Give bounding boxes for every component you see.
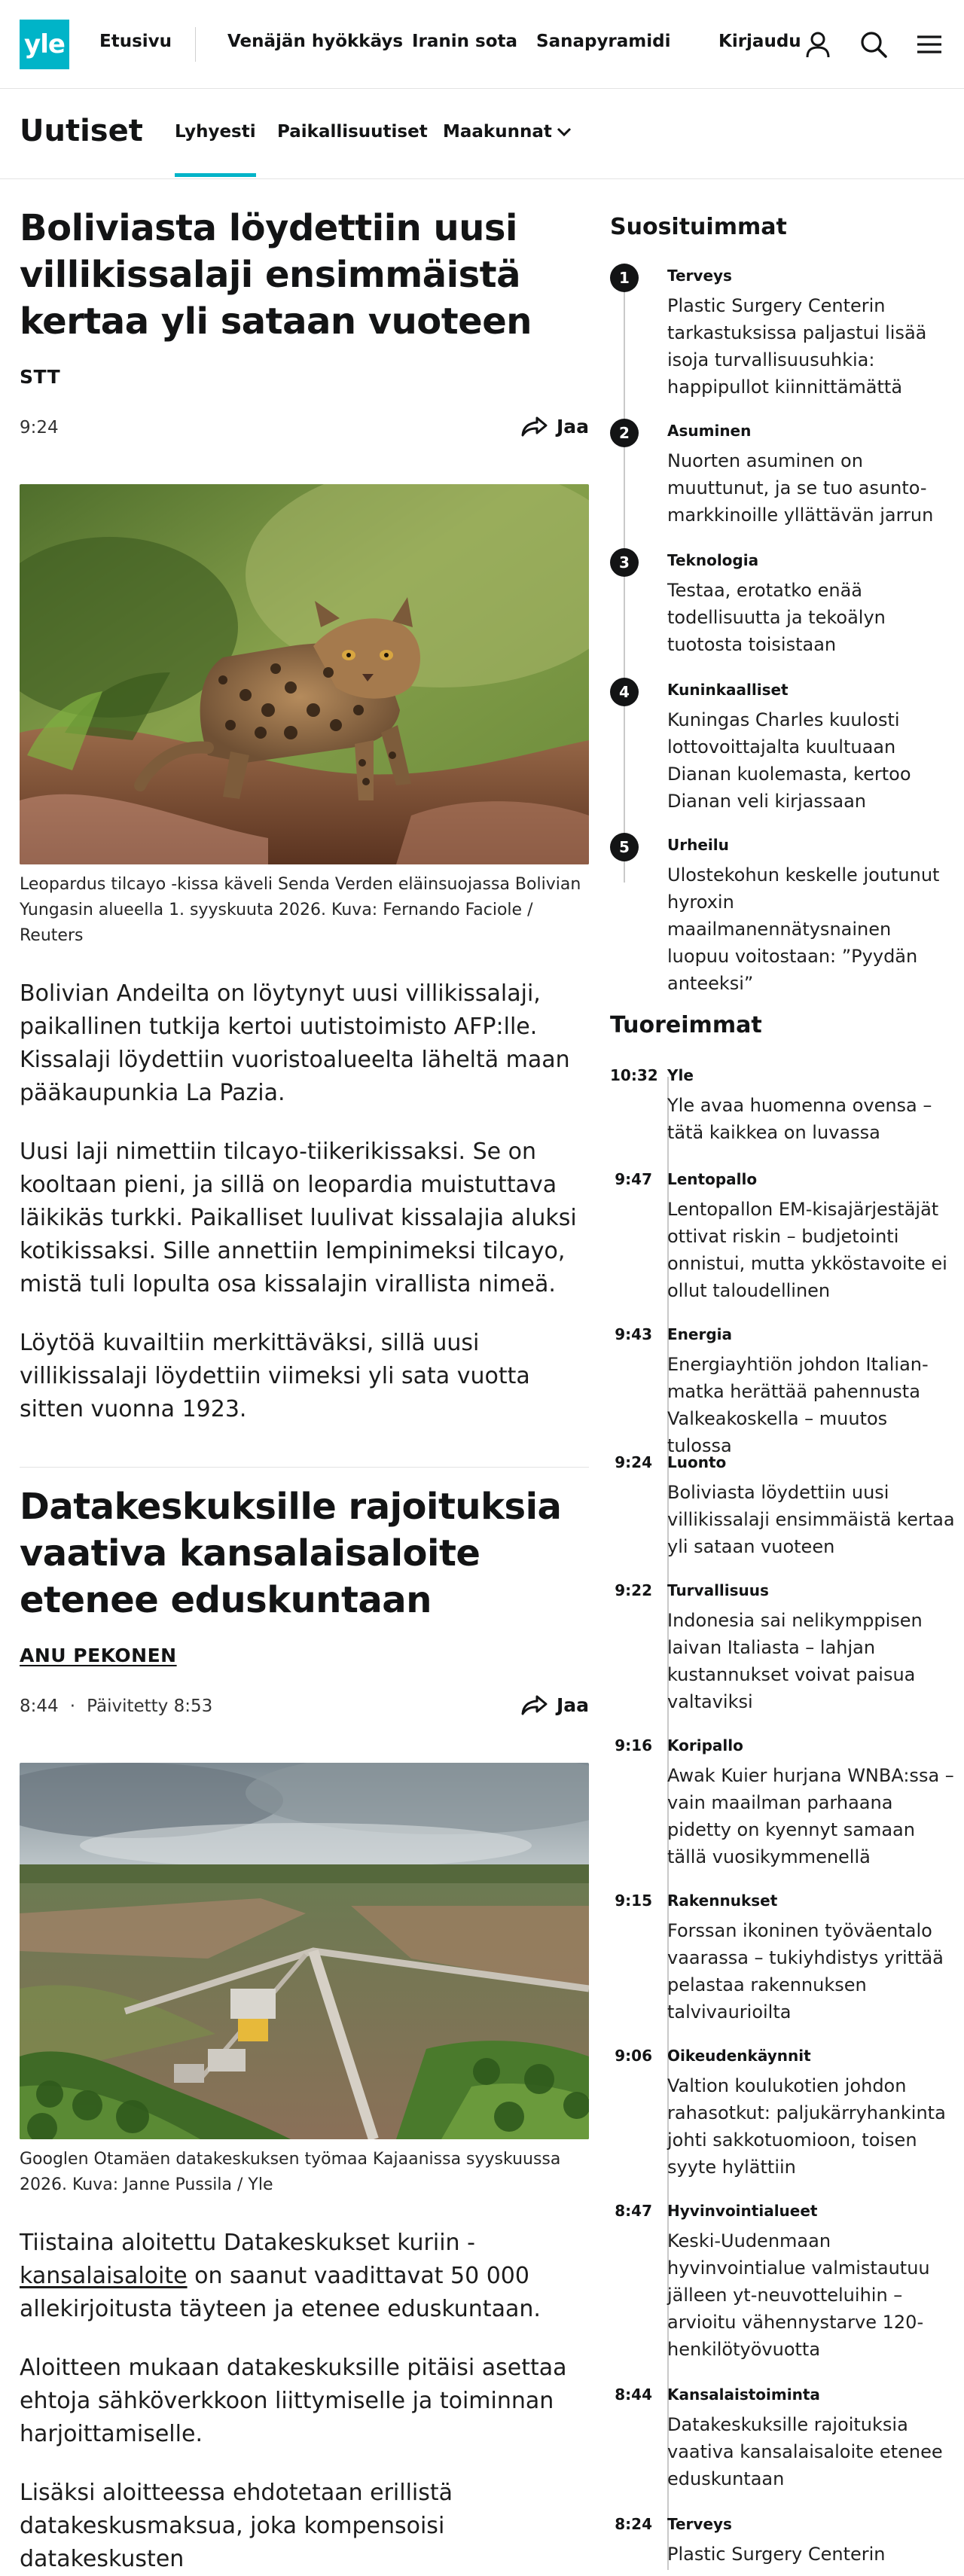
item-title[interactable]: Lentopallon EM-kisajärjestäjät ottivat riskin – budjetointi onnistui, mutta ykköstavoite ei ollut taloudellinen bbox=[667, 1199, 947, 1301]
article-card bbox=[20, 1483, 589, 2576]
section-title[interactable]: Uutiset bbox=[20, 114, 143, 148]
item-title[interactable]: Forssan ikoninen työväentalo vaarassa – tukiyhdistys yrittää pelastaa rakennuksen talvivaurioilta bbox=[667, 1920, 944, 2023]
item-time: 9:15 bbox=[615, 1892, 652, 1910]
nav-venajan-hyokkays[interactable]: Venäjän hyökkäys bbox=[227, 32, 404, 51]
latest-heading: Tuoreimmat bbox=[610, 1012, 762, 1038]
item-category: Hyvinvointialueet bbox=[667, 2202, 818, 2220]
article-author-link[interactable]: ANU PEKONEN bbox=[20, 1645, 177, 1666]
item-title[interactable]: Valtion koulukotien johdon rahasotkut: paljukärryhankinta johti sakkotuomioon, toisen syyte hylättiin bbox=[667, 2075, 946, 2178]
item-time: 8:47 bbox=[615, 2202, 652, 2220]
article-paragraph: Löytöä kuvailtiin merkittäväksi, sillä uusi villikissalaji löydettiin viimeksi yli sata vuotta sitten vuonna 1923. bbox=[20, 1330, 530, 1422]
article-time: 8:44 bbox=[20, 1697, 59, 1716]
item-category: Luonto bbox=[667, 1453, 727, 1471]
item-title[interactable]: Yle avaa huomenna ovensa – tätä kaikkea on luvassa bbox=[667, 1095, 932, 1143]
article-paragraph: Lisäksi aloitteessa ehdotetaan erillistä datakeskusmaksua, joka kompensoisi datakeskusten bbox=[20, 2480, 453, 2572]
nav-sanapyramidi[interactable]: Sanapyramidi bbox=[536, 32, 671, 51]
chevron-down-icon[interactable] bbox=[554, 122, 574, 142]
login-link[interactable]: Kirjaudu bbox=[718, 32, 801, 51]
item-category: Yle bbox=[667, 1066, 694, 1084]
menu-icon[interactable] bbox=[912, 27, 947, 62]
item-title[interactable]: Testaa, erotatko enää todellisuutta ja tekoälyn tuotosta toisistaan bbox=[667, 580, 886, 655]
article-meta bbox=[20, 415, 589, 448]
item-title[interactable]: Kuningas Charles kuulosti lottovoittajalta kuultuaan Dianan kuolemasta, kertoo Dianan veli kirjassaan bbox=[667, 709, 911, 812]
ocelot-photo bbox=[20, 484, 589, 864]
popular-heading: Suosituimmat bbox=[610, 214, 787, 240]
item-category: Lentopallo bbox=[667, 1170, 758, 1188]
item-time: 8:24 bbox=[615, 2515, 652, 2533]
image-caption: Googlen Otamäen datakeskuksen työmaa Kajaanissa syyskuussa 2026. Kuva: Janne Pussila / Yle bbox=[20, 2150, 561, 2194]
meta-dot: · bbox=[69, 1697, 76, 1716]
rank-badge: 5 bbox=[610, 833, 639, 861]
article-updated: Päivitetty 8:53 bbox=[87, 1697, 213, 1716]
item-category: Koripallo bbox=[667, 1736, 743, 1754]
item-category: Terveys bbox=[667, 267, 732, 285]
item-category: Urheilu bbox=[667, 836, 729, 854]
item-time: 9:16 bbox=[615, 1736, 652, 1754]
item-title[interactable]: Indonesia sai nelikymppisen laivan Italiasta – lahjan kustannukset voivat paisua valtaviksi bbox=[667, 1610, 923, 1712]
rank-badge: 2 bbox=[610, 419, 639, 447]
tab-lyhyesti[interactable]: Lyhyesti bbox=[175, 122, 256, 142]
item-time: 9:24 bbox=[615, 1453, 652, 1471]
item-time: 9:06 bbox=[615, 2047, 652, 2065]
share-icon bbox=[520, 1693, 549, 1716]
paragraph-text: on saanut vaadittavat 50 000 allekirjoitusta täyteen ja etenee eduskuntaan. bbox=[20, 2263, 541, 2322]
item-title[interactable]: Boliviasta löydettiin uusi villikissalaji ensimmäistä kertaa yli sataan vuoteen bbox=[667, 1482, 955, 1557]
share-label: Jaa bbox=[556, 1693, 589, 1716]
kansalaisaloite-link[interactable]: kansalaisaloite bbox=[20, 2263, 188, 2289]
nav-iranin-sota[interactable]: Iranin sota bbox=[412, 32, 518, 51]
item-time: 8:44 bbox=[615, 2385, 652, 2404]
item-title[interactable]: Datakeskuksille rajoituksia vaativa kansalaisaloite etenee eduskuntaan bbox=[667, 2414, 943, 2489]
article-meta bbox=[20, 1693, 589, 1727]
rank-badge: 4 bbox=[610, 678, 639, 706]
article-paragraph bbox=[20, 2227, 589, 2326]
item-category: Kansalaistoiminta bbox=[667, 2385, 820, 2404]
item-category: Terveys bbox=[667, 2515, 732, 2533]
rank-badge: 3 bbox=[610, 548, 639, 577]
item-category: Oikeudenkäynnit bbox=[667, 2047, 811, 2065]
item-category: Teknologia bbox=[667, 551, 759, 569]
share-button[interactable] bbox=[520, 415, 589, 437]
article-title[interactable]: Datakeskuksille rajoituksia vaativa kansalaisaloite etenee eduskuntaan bbox=[20, 1486, 562, 1621]
article-card bbox=[20, 205, 589, 1426]
item-title[interactable]: Ulostekohun keskelle joutunut hyroxin maailmanennätysnainen luopuu voitostaan: ”Pyydän anteeksi” bbox=[667, 864, 940, 994]
image-caption: Leopardus tilcayo -kissa käveli Senda Verden eläinsuojassa Bolivian Yungasin alueella 1. syyskuuta 2026. Kuva: Fernando Faciole / Reuters bbox=[20, 875, 581, 945]
nav-divider bbox=[195, 27, 196, 62]
item-title[interactable]: Plastic Surgery Centerin tarkastuksissa paljastui lisää isoja turvallisuusuhkia: happipullot kiinnittämättä bbox=[667, 295, 927, 398]
article-title[interactable]: Boliviasta löydettiin uusi villikissalaji ensimmäistä kertaa yli sataan vuoteen bbox=[20, 207, 532, 343]
share-button[interactable] bbox=[520, 1693, 589, 1716]
share-label: Jaa bbox=[556, 415, 589, 437]
item-time: 9:43 bbox=[615, 1325, 652, 1343]
item-time: 9:22 bbox=[615, 1581, 652, 1599]
share-icon bbox=[520, 415, 549, 437]
item-title[interactable]: Nuorten asuminen on muuttunut, ja se tuo asunto-markkinoille yllättävän jarrun bbox=[667, 450, 934, 526]
nav-etusivu[interactable]: Etusivu bbox=[99, 32, 172, 51]
section-nav bbox=[0, 89, 964, 179]
tab-maakunnat[interactable]: Maakunnat bbox=[443, 122, 552, 142]
tab-paikallisuutiset[interactable]: Paikallisuutiset bbox=[277, 122, 428, 142]
item-category: Turvallisuus bbox=[667, 1581, 769, 1599]
item-title[interactable]: Plastic Surgery Centerin bbox=[667, 2544, 886, 2565]
search-icon[interactable] bbox=[856, 27, 891, 62]
article-paragraph: Uusi laji nimettiin tilcayo-tiikerikissaksi. Se on kooltaan pieni, ja sillä on leopardia muistuttava läikikäs turkki. Paikalliset luulivat kissalajia aluksi kotikissaksi. Sille annettiin lempinimeksi tilcayo, mistä tuli lopulta osa kissalajin virallista nimeä. bbox=[20, 1139, 577, 1297]
datacenter-photo bbox=[20, 1763, 589, 2139]
yle-logo[interactable] bbox=[20, 20, 69, 69]
item-time: 9:47 bbox=[615, 1170, 652, 1188]
item-title[interactable]: Awak Kuier hurjana WNBA:ssa – vain maailman parhaana pidetty on kyennyt samaan tällä vuosikymmenellä bbox=[667, 1765, 954, 1867]
item-category: Asuminen bbox=[667, 422, 752, 440]
item-time: 10:32 bbox=[610, 1066, 658, 1084]
top-header bbox=[0, 0, 964, 89]
item-category: Kuninkaalliset bbox=[667, 681, 789, 699]
user-icon[interactable] bbox=[801, 27, 835, 62]
item-category: Energia bbox=[667, 1325, 732, 1343]
item-title[interactable]: Energiayhtiön johdon Italian-matka herättää pahennusta Valkeakoskella – muutos tulossa bbox=[667, 1354, 929, 1456]
logo-text: yle bbox=[24, 29, 65, 59]
item-category: Rakennukset bbox=[667, 1892, 778, 1910]
rank-badge: 1 bbox=[610, 264, 639, 292]
item-title[interactable]: Keski-Uudenmaan hyvinvointialue valmistautuu jälleen yt-neuvotteluihin – arvioitu vähennystarve 120-henkilötyövuotta bbox=[667, 2230, 930, 2360]
article-time: 9:24 bbox=[20, 418, 59, 437]
paragraph-text: Tiistaina aloitettu Datakeskukset kuriin - bbox=[20, 2230, 475, 2256]
article-divider bbox=[20, 1467, 589, 1468]
popular-line bbox=[624, 280, 625, 883]
article-paragraph: Bolivian Andeilta on löytynyt uusi villikissalaji, paikallinen tutkija kertoi uutistoimisto AFP:lle. Kissalaji löydettiin vuoristoalueelta läheltä maan pääkaupunkia La Pazia. bbox=[20, 980, 570, 1106]
article-author: STT bbox=[20, 366, 61, 388]
article-paragraph: Aloitteen mukaan datakeskuksille pitäisi asettaa ehtoja sähköverkkoon liittymiselle ja toiminnan harjoittamiselle. bbox=[20, 2355, 567, 2447]
